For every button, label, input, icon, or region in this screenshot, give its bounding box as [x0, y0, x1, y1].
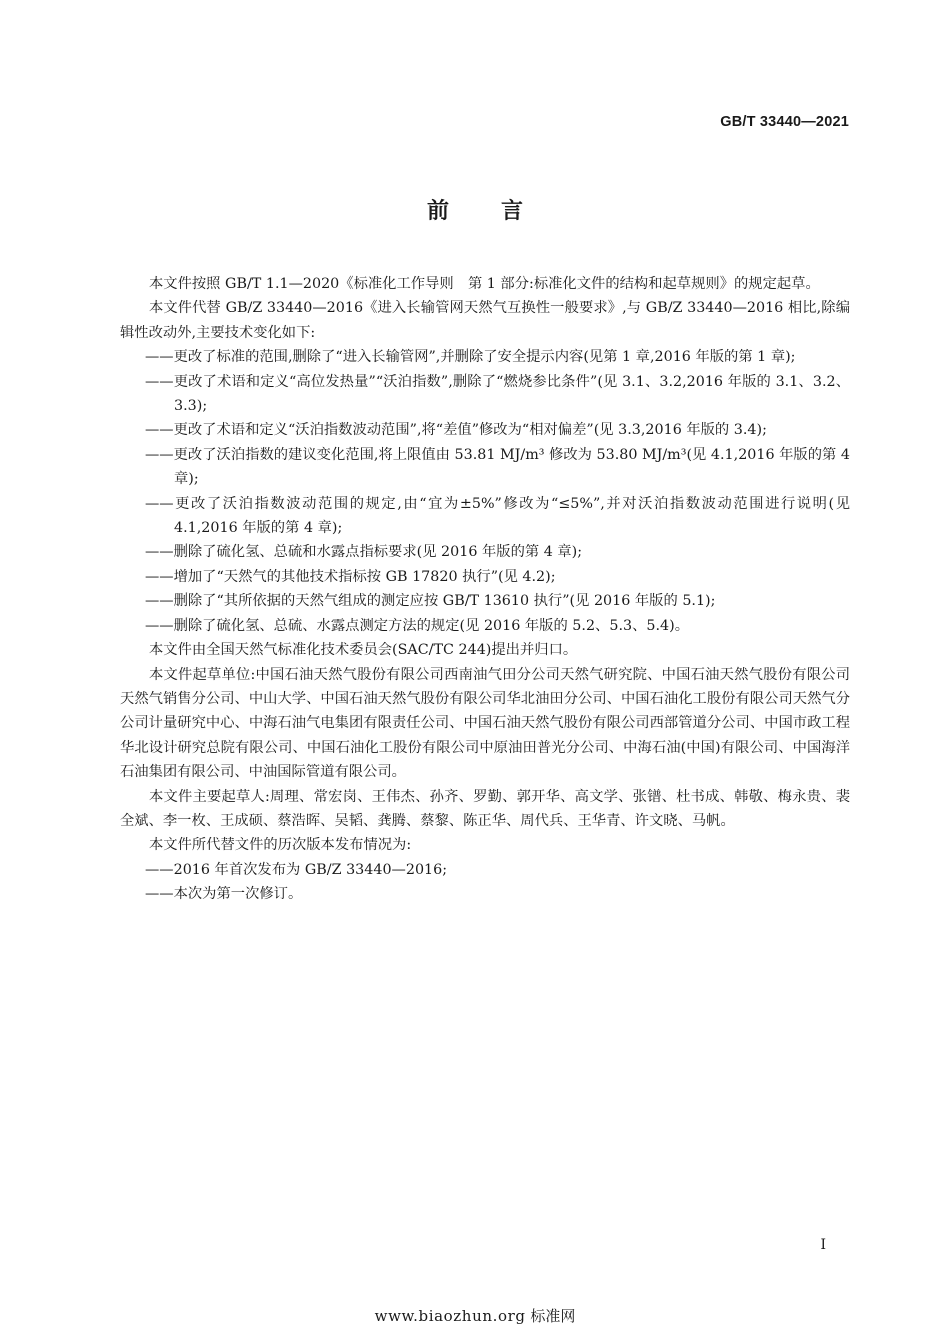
history-item: ——2016 年首次发布为 GB/Z 33440—2016;	[145, 861, 448, 878]
footer-url: www.biaozhun.org	[374, 1307, 526, 1325]
paragraph-proposal: 本文件由全国天然气标准化技术委员会(SAC/TC 244)提出并归口。	[149, 642, 578, 659]
paragraph-drafters: 本文件主要起草人:周理、常宏岗、王伟杰、孙齐、罗勤、郭开华、高文学、张镨、杜书成、韩敬、梅永贵、裴全斌、李一枚、王成硕、蔡浩晖、吴韬、龚腾、蔡黎、陈正华、周代兵、王华青、许文晓、马帆。	[120, 788, 850, 829]
change-item: ——更改了标准的范围,删除了“进入长输管网”,并删除了安全提示内容(见第 1 章,2016 年版的第 1 章);	[145, 349, 796, 366]
change-item: ——删除了硫化氢、总硫和水露点指标要求(见 2016 年版的第 4 章);	[145, 544, 583, 561]
change-item: ——更改了沃泊指数波动范围的规定,由“宜为±5%”修改为“≤5%”,并对沃泊指数波动范围进行说明(见 4.1,2016 年版的第 4 章);	[145, 495, 850, 537]
foreword-body	[120, 272, 850, 907]
change-item: ——更改了沃泊指数的建议变化范围,将上限值由 53.81 MJ/m³ 修改为 53.80 MJ/m³(见 4.1,2016 年版的第 4 章);	[145, 446, 850, 488]
change-item: ——删除了硫化氢、总硫、水露点测定方法的规定(见 2016 年版的 5.2、5.3、5.4)。	[145, 617, 689, 634]
page-title: 前言	[426, 199, 575, 224]
change-item: ——更改了术语和定义“高位发热量”“沃泊指数”,删除了“燃烧参比条件”(见 3.1、3.2,2016 年版的 3.1、3.2、3.3);	[145, 373, 850, 415]
page-number: I	[820, 1237, 826, 1253]
paragraph-drafting-rules: 本文件按照 GB/T 1.1—2020《标准化工作导则 第 1 部分:标准化文件的结构和起草规则》的规定起草。	[149, 276, 820, 292]
change-item: ——增加了“天然气的其他技术指标按 GB 17820 执行”(见 4.2);	[145, 568, 556, 585]
footer	[0, 1305, 950, 1326]
change-item: ——删除了“其所依据的天然气组成的测定应按 GB/T 13610 执行”(见 2016 年版的 5.1);	[145, 593, 716, 610]
standard-code: GB/T 33440—2021	[720, 114, 849, 130]
paragraph-replacement: 本文件代替 GB/Z 33440—2016《进入长输管网天然气互换性一般要求》,与 GB/Z 33440—2016 相比,除编辑性改动外,主要技术变化如下:	[120, 300, 850, 341]
footer-site-name: 标准网	[530, 1307, 576, 1325]
change-item: ——更改了术语和定义“沃泊指数波动范围”,将“差值”修改为“相对偏差”(见 3.3,2016 年版的 3.4);	[145, 422, 767, 439]
paragraph-drafting-units: 本文件起草单位:中国石油天然气股份有限公司西南油气田分公司天然气研究院、中国石油天然气股份有限公司天然气销售分公司、中山大学、中国石油天然气股份有限公司华北油田分公司、中国石油化工股份有限公司天然气分公司计量研究中心、中海石油气电集团有限责任公司、中国石油天然气股份有限公司西部管道分公司、中国市政工程华北设计研究总院有限公司、中国石油化工股份有限公司中原油田普光分公司、中海石油(中国)有限公司、中国海洋石油集团有限公司、中油国际管道有限公司。	[120, 666, 850, 781]
paragraph-history-intro: 本文件所代替文件的历次版本发布情况为:	[149, 837, 412, 854]
history-item: ——本次为第一次修订。	[145, 886, 303, 903]
